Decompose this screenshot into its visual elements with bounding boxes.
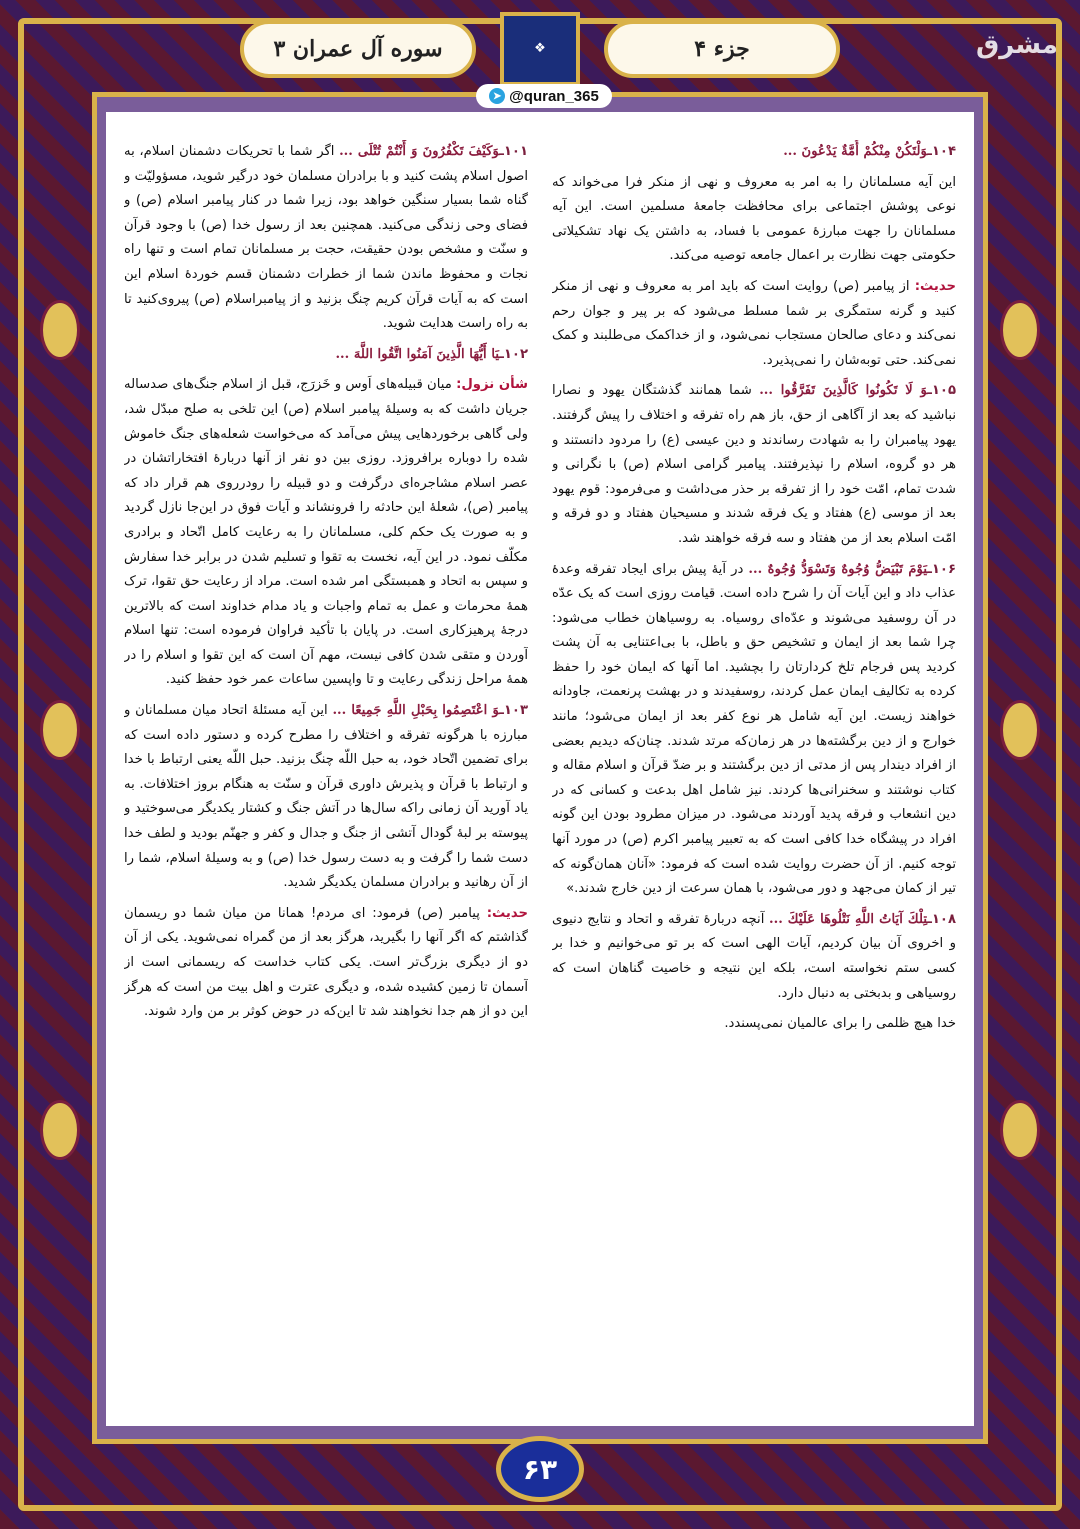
ayah-text: وَ لَا تَكُونُوا كَالَّذِينَ تَفَرَّقُوا ... bbox=[759, 383, 928, 399]
ornament-left-1 bbox=[40, 300, 80, 360]
handle-text: @quran_365 bbox=[509, 87, 599, 105]
quran-logo-icon: ❖ bbox=[500, 12, 580, 86]
right-column bbox=[124, 140, 528, 1406]
ornament-right-2 bbox=[1000, 700, 1040, 760]
telegram-icon: ➤ bbox=[489, 88, 505, 104]
body-text: میان قبیله‌های اَوس و خَزرَج، قبل از اسلام جنگ‌های صدساله جریان داشت که به وسیلهٔ پیامبر اسلام (ص) این تلخی به صلح مبدّل شد، ولی گاهی برخوردهایی پیش می‌آمد که می‌خواست شعله‌های جنگ خاموش شده را دوباره برافروزد. روزی بین دو نفر از آنها دربارهٔ افتخاراتشان در عصر اسلام مشاجره‌ای درگرفت و دو قبیله را رودرروی هم قرار داد که پیامبر (ص)، شعلهٔ این حادثه را فرونشاند و آیات فوق در این‌جا نازل گردید و به صورت یک حکم کلی، مسلمانان را به رعایت کامل اتّحاد و برادری مکلّف نمود. در این آیه، نخست به تقوا و تسلیم شدن در برابر خدا سفارش و سپس به اتحاد و همبستگی امر شده است. مراد از رعایت حق تقوا، ترک همهٔ محرمات و عمل به تمام واجبات و یاد مدام خداوند است که بالاترین درجهٔ پرهیزکاری است. در پایان با تأکید فراوان فرموده است: تنها اسلام آوردن و متقی شدن کافی نیست، مهم آن است که این تقوا و اسلام را در همهٔ مراحل زندگی رعایت و تا واپسین ساعات عمر خود حفظ کنید. bbox=[124, 377, 528, 688]
verse-number: ۱۰۱ـ bbox=[499, 144, 528, 159]
ayah-text: وَلْتَكُنْ مِنْكُمْ أُمَّةٌ يَدْعُونَ ... bbox=[783, 144, 928, 159]
paragraph bbox=[124, 902, 528, 1025]
surah-title: سوره آل عمران ۳ bbox=[240, 20, 476, 78]
juz-title: جزء ۴ bbox=[604, 20, 840, 78]
paragraph bbox=[552, 275, 956, 373]
verse-number: ۱۰۴ـ bbox=[927, 144, 956, 159]
watermark-logo: مشرق bbox=[976, 30, 1058, 60]
ornament-right-1 bbox=[1000, 300, 1040, 360]
body-text: شما همانند گذشتگان یهود و نصارا نباشید که بعد از آگاهی از حق، باز هم راه تفرقه و اختلاف را پیش گرفتند. یهود پیامبران را به شهادت رساندند و دین عیسی (ع) را مردود دانستند و هر دو گروه، اسلام را نپذیرفتند. پیامبر گرامی اسلام (ص) با نگرانی و شدت تمام، امّت خود را از تفرقه بر حذر می‌داشت و می‌فرمود: قوم یهود بعد از موسی (ع) هفتاد و یک فرقه شدند و مسیحیان هفتاد و دو فرقه و امّت اسلام بعد از من هفتاد و سه فرقه خواهند شد. bbox=[552, 383, 956, 546]
body-text: آنچه دربارهٔ تفرقه و اتحاد و نتایج دنیوی و اخروی آن بیان کردیم، آیات الهی است که بر تو می‌خوانیم و خدا بر کسی ستم نخواسته است، بلکه این نتیجه و خاصیت گناهان است که روسیاهی و بدبختی به دنبال دارد. bbox=[552, 911, 956, 1001]
ornament-left-3 bbox=[40, 1100, 80, 1160]
verse-number: ۱۰۳ـ bbox=[499, 703, 528, 719]
ayah-text: وَ اعْتَصِمُوا بِحَبْلِ اللَّهِ جَمِيعًا ... bbox=[332, 703, 500, 719]
body-text: از پیامبر (ص) روایت است که باید امر به معروف و نهی از منکر کنید و گرنه ستمگری بر شما مسلط می‌شود که بر پیر و جوان رحم نمی‌کند و دعای صالحان مستجاب نمی‌شود، و از خداکمک می‌طلبند و کمک نمی‌کند. حتی توبه‌شان را نمی‌پذیرد. bbox=[552, 278, 956, 368]
left-column bbox=[552, 140, 956, 1406]
paragraph bbox=[552, 558, 956, 902]
verse-number: ۱۰۶ـ bbox=[927, 561, 956, 577]
paragraph bbox=[552, 171, 956, 269]
paragraph bbox=[124, 373, 528, 693]
paragraph bbox=[552, 908, 956, 1006]
body-text: این آیه مسئلهٔ اتحاد میان مسلمانان و مبارزه با هرگونه تفرقه و اختلاف را مطرح کرده و دستور داده است که برای تضمین اتّحاد خود، به حبل اللّه چنگ بزنید. حبل اللّه یعنی ارتباط با خدا و ارتباط با قرآن و پذیرش داوری قرآن و سنّت به هنگام بروز اختلافات. به یاد آورید آن زمانی راکه سال‌ها در آتش جنگ و کشتار یکدیگر می‌سوختید و پیوسته بر لبهٔ گودال آتشی از جنگ و جدال و کفر و جهنّم بودید و لطف خدا دست شما را گرفت و به دست رسول خدا (ص) و به وسیلهٔ اسلام، شما را از آن رهانید و برادران مسلمان یکدیگر شدید. bbox=[124, 703, 528, 891]
section-label: شأن نزول: bbox=[456, 377, 528, 393]
body-text: اگر شما با تحریکات دشمنان اسلام، به اصول اسلام پشت کنید و با برادران مسلمان خود درگیر شوید، مسؤولیّت و گناه شما بسیار سنگین خواهد بود، زیرا شما در کنار پیامبر اسلام (ص) و فضای وحی زندگی می‌کنید. همچنین بعد از رسول خدا (ص) با وجود قرآن و سنّت و مشخص بودن حقیقت، حجت بر مسلمانان تمام است و تنها راه نجات و محفوظ ماندن شما از خطرات دشمنان قسم خوردهٔ اسلام این است که به آیات قرآن کریم چنگ بزنید و از پیامبراسلام (ص) پیروی‌کنید تا به راه راست هدایت شوید. bbox=[124, 144, 528, 332]
section-label: حدیث: bbox=[486, 905, 528, 921]
verse-number: ۱۰۸ـ bbox=[927, 911, 956, 927]
paragraph bbox=[552, 140, 956, 165]
content-area bbox=[106, 112, 974, 1426]
ornament-left-2 bbox=[40, 700, 80, 760]
ayah-text: يَا أَيُّهَا الَّذِينَ آمَنُوا اتَّقُوا اللَّهَ ... bbox=[335, 346, 500, 362]
body-text: این آیه مسلمانان را به امر به معروف و نهی از منکر فرا می‌خواند که نوعی پوشش اجتماعی برای محافظت جامعهٔ مسلمین است. این آیه مسلمانان را جهت مبارزهٔ عمومی با فساد، به داشتن یک نهاد تشکیلاتی حکومتی جهت نظارت بر اعمال جامعه توصیه می‌کند. bbox=[552, 174, 956, 264]
body-text: خدا هیچ ظلمی را برای عالمیان نمی‌پسندد. bbox=[724, 1016, 956, 1032]
ayah-text: تِلْكَ آيَاتُ اللَّهِ نَتْلُوهَا عَلَيْكَ ... bbox=[769, 911, 928, 927]
paragraph bbox=[124, 699, 528, 896]
ornament-right-3 bbox=[1000, 1100, 1040, 1160]
body-text: پیامبر (ص) فرمود: ای مردم! همانا من میان شما دو ریسمان گذاشتم که اگر آنها را بگیرید، هرگز بعد از من گمراه نمی‌شوید. یکی از آن دو از دیگری بزرگ‌تر است. یکی کتاب خداست که ریسمانی است از آسمان تا زمین کشیده شده، و دیگری عترت و اهل بیت من است که هرگز این دو از هم جدا نخواهند شد تا این‌که در حوض کوثر بر من وارد شوند. bbox=[124, 905, 528, 1020]
ayah-text: يَوْمَ تَبْيَضُّ وُجُوهٌ وَتَسْوَدُّ وُجُوهٌ ... bbox=[748, 561, 928, 577]
body-text: در آیهٔ پیش برای ایجاد تفرقه وعدهٔ عذاب داد و این آیات آن را شرح داده است. قیامت روزی است که یک عدّه در آن روسفید می‌شوند و عدّه‌ای روسیاه. به روسیاهان خطاب می‌شود: چرا شما بعد از ایمان و تشخیص حق و باطل، با بی‌اعتنایی به آن پشت کردید پس فرجام تلخ کردارتان را بچشید. اما آنها که ایمان خود را حفظ کرده به تکالیف ایمان عمل کردند، روسفیدند و در بهشت پرنعمت، جاودانه خواهند زیست. این آیه شامل هر نوع کفر بعد از ایمان می‌شود؛ مانند خوارج و از دین برگشته‌ها در هر زمان‌که مرتد شدند. چنان‌که دیدیم بعضی از افراد دیندار پس از مدتی از دین برگشتند و بر ضدّ قرآن و اسلام مقاله و کتاب نوشتند و سخنرانی‌ها کردند. نیز شامل اهل بدعت و کسانی که در دین انشعاب و فرقه پدید آوردند می‌شود. در میزان مطرود بودن این گونه افراد در پیشگاه خدا کافی است که به تعبیر پیامبر اکرم (ص) در مورد آنها توجه کنیم. از آن حضرت روایت شده است که فرمود: «آنان همان‌گونه که تیر از کمان می‌جهد و دور می‌شود، با همان سرعت از دین خارج شدند.» bbox=[552, 561, 956, 897]
verse-number: ۱۰۵ـ bbox=[927, 383, 956, 399]
page-number: ۶۳ bbox=[496, 1436, 584, 1502]
verse-number: ۱۰۲ـ bbox=[499, 346, 528, 362]
ayah-text: وَكَيْفَ تَكْفُرُونَ وَ أَنْتُمْ تُتْلَى ... bbox=[339, 144, 500, 159]
paragraph bbox=[552, 379, 956, 551]
channel-handle[interactable] bbox=[476, 84, 612, 108]
paragraph bbox=[124, 343, 528, 368]
section-label: حدیث: bbox=[914, 278, 956, 294]
paragraph bbox=[124, 140, 528, 337]
paragraph bbox=[552, 1012, 956, 1037]
